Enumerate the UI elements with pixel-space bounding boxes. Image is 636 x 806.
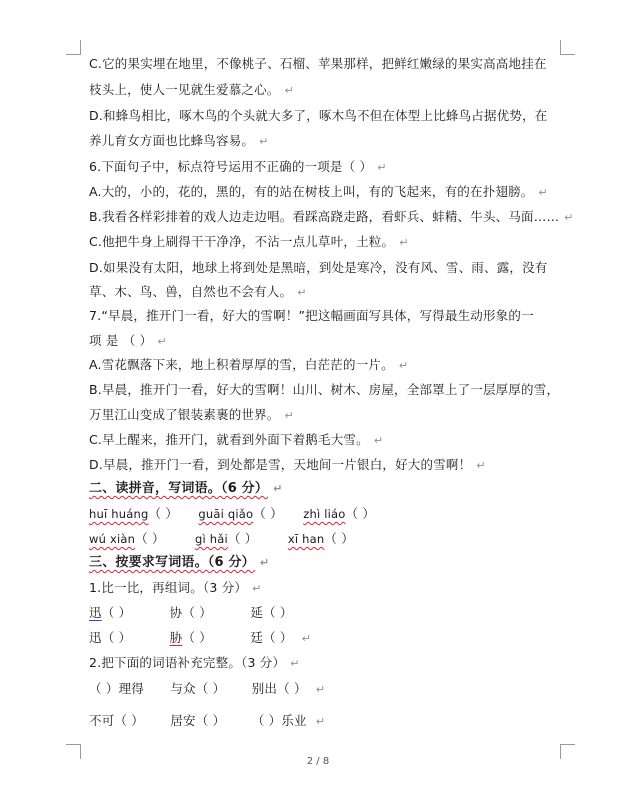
option-b: B.我看各样彩排着的戏人边走边唱。看踩高跷走路，看虾兵、蚌精、牛头、马面…… ↵ [89, 209, 574, 224]
question-6: 6.下面句子中，标点符号运用不正确的一项是（ ） ↵ [89, 159, 387, 174]
answer-blank[interactable]: （ ） [101, 605, 132, 620]
answer-blank[interactable]: （ ） [263, 605, 293, 620]
idiom-blank[interactable]: 居安（ ） [170, 713, 226, 728]
pinyin: wú xiàn [89, 532, 136, 546]
character: 迅 [89, 605, 102, 620]
section-heading: 三、按要求写词语。（6 分） ↵ [89, 555, 270, 570]
answer-blank[interactable]: （ ） [263, 630, 293, 645]
option-b: B.早晨，推开门一看，好大的雪啊！山川、树木、房屋，全部罩上了一层厚厚的雪， [89, 382, 560, 397]
question-2: 2.把下面的词语补充完整。（3 分） ↵ [89, 655, 300, 670]
compare-row: 迅（ ） 胁（ ） 廷（ ） ↵ [89, 630, 312, 645]
idiom-row: 不可（ ） 居安（ ） （ ）乐业 ↵ [89, 713, 326, 728]
page-number: 2 / 8 [306, 756, 330, 767]
idiom-blank[interactable]: 不可（ ） [89, 713, 144, 728]
option-a: A.大的，小的，花的，黑的，有的站在树枝上叫，有的飞起来，有的在扑翅膀。 ↵ [89, 184, 548, 199]
answer-blank[interactable]: （ ） [182, 605, 212, 620]
crop-mark-top-right [560, 40, 575, 55]
answer-blank[interactable]: （ ） [227, 531, 258, 546]
option-a: A.雪花飘落下来，地上积着厚厚的雪，白茫茫的一片。 ↵ [89, 357, 409, 372]
idiom-blank[interactable]: （ ）乐业 [251, 713, 307, 728]
text-line: 项 是 （ ） ↵ [89, 333, 167, 348]
option-d: D.如果没有太阳，地球上将到处是黑暗，到处是寒冷，没有风、雪、雨、露，没有 [89, 260, 548, 275]
pinyin: huī huáng [89, 507, 149, 521]
option-d: D.早晨，推开门一看，到处都是雪，天地间一片银白，好大的雪啊！ ↵ [89, 457, 486, 472]
text-line: C.它的果实埋在地里，不像桃子、石榴、苹果那样，把鲜红嫩绿的果实高高地挂在 [89, 56, 547, 71]
text-line: 万里江山变成了银装素裹的世界。 ↵ [89, 407, 294, 422]
answer-blank[interactable]: （ ） [324, 531, 354, 546]
option-c: C.他把牛身上刷得干干净净，不沾一点儿草叶，土粒。 ↵ [89, 234, 409, 249]
pinyin: xī han [287, 532, 325, 546]
answer-blank[interactable]: （ ） [182, 630, 212, 645]
section-heading: 二、读拼音，写词语。（6 分） ↵ [89, 481, 283, 496]
pinyin: gì hǎi [195, 532, 228, 546]
answer-blank[interactable]: （ ） [135, 531, 165, 546]
character: 胁 [169, 630, 183, 645]
answer-blank[interactable]: （ ） [101, 630, 132, 645]
option-c: C.早上醒来，推开门，就看到外面下着鹅毛大雪。 ↵ [89, 432, 384, 447]
idiom-blank[interactable]: 别出（ ） [251, 681, 307, 696]
text-line: D.和蜂鸟相比，啄木鸟的个头就大多了，啄木鸟不但在体型上比蜂鸟占据优势，在 [89, 108, 548, 123]
crop-mark-top-left [66, 40, 81, 55]
text-line: 枝头上，使人一见就生爱慕之心。 ↵ [89, 82, 294, 97]
text-line: 草、木、鸟、兽，自然也不会有人。 ↵ [89, 284, 307, 299]
question-1: 1.比一比，再组词。（3 分） ↵ [89, 580, 262, 595]
answer-blank[interactable]: （ ） [345, 506, 376, 521]
pinyin: zhì liáo [303, 507, 346, 521]
text-line: 养儿育女方面也比蜂鸟容易。 ↵ [89, 133, 269, 148]
answer-blank[interactable]: （ ） [148, 506, 179, 521]
character: 迅 [89, 630, 102, 645]
idiom-blank[interactable]: 与众（ ） [170, 681, 226, 696]
character: 延 [250, 605, 264, 620]
idiom-blank[interactable]: （ ）理得 [89, 681, 144, 696]
character: 廷 [250, 630, 264, 645]
pinyin-row [89, 531, 354, 547]
answer-blank[interactable]: （ ） [253, 506, 283, 521]
idiom-row: （ ）理得 与众（ ） 别出（ ） ↵ [89, 681, 326, 696]
pinyin: guāi qiǎo [198, 507, 254, 521]
pinyin-row [89, 506, 375, 522]
compare-row [89, 605, 293, 621]
question-7: 7.“早晨，推开门一看，好大的雪啊！”把这幅画面写具体，写得最生动形象的一 [89, 308, 534, 323]
character: 协 [169, 605, 183, 620]
